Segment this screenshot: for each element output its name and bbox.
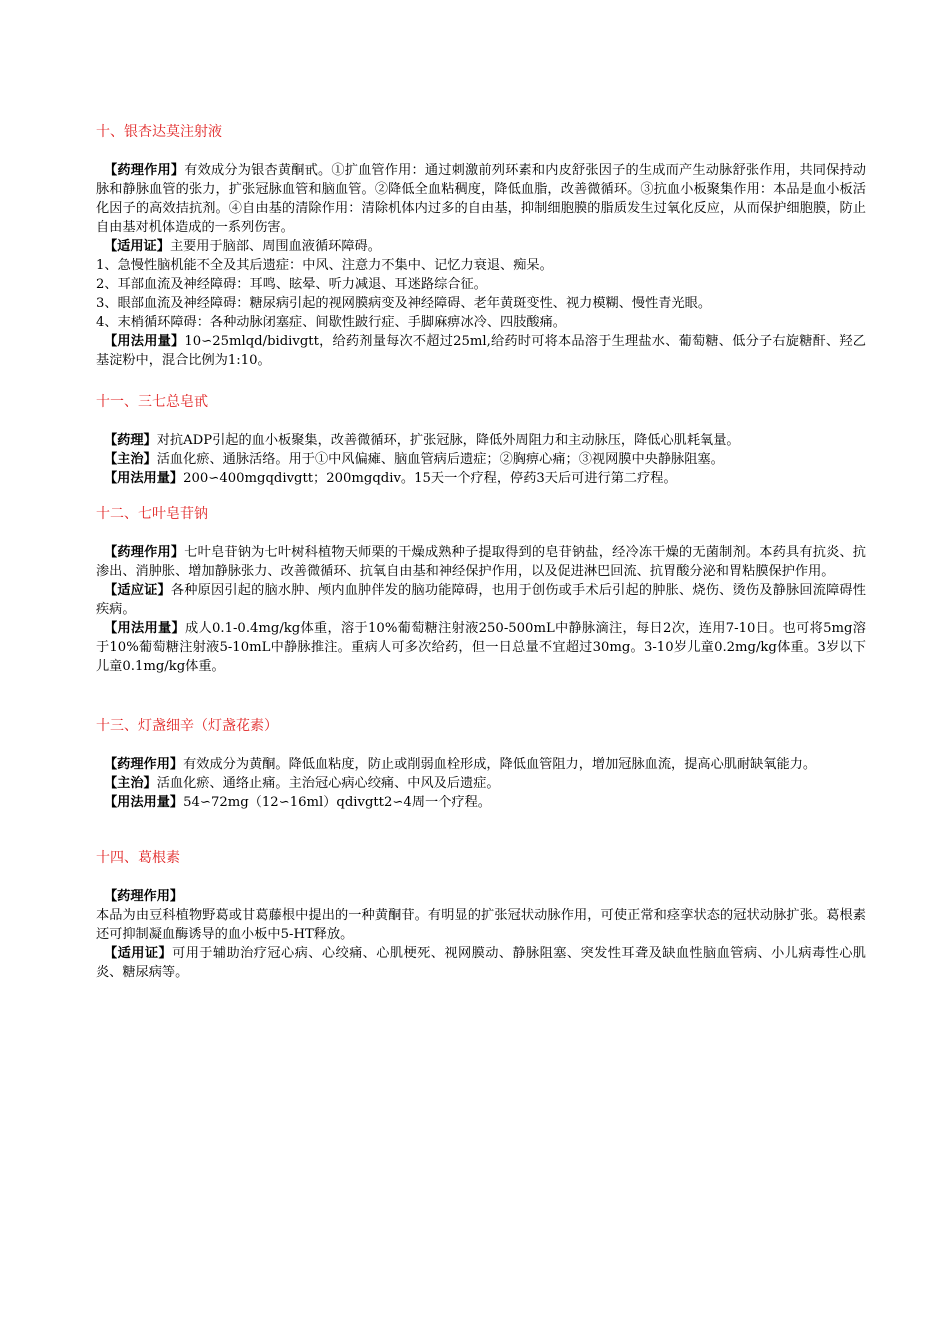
section-puerarin [96,849,866,982]
list-item: 4、末梢循环障碍：各种动脉闭塞症、间歇性跛行症、手脚麻痹冰冷、四肢酸痛。 [96,315,566,330]
paragraph: 【适用证】可用于辅助治疗冠心病、心绞痛、心肌梗死、视网膜动、静脉阻塞、突发性耳聋及缺血性脑血管病、小儿病毒性心肌炎、糖尿病等。 [96,946,866,980]
section-heading: 十一、三七总皂甙 [96,394,208,410]
paragraph: 【用法用量】成人0.1-0.4mg/kg体重，溶于10%葡萄糖注射液250-500mL中静脉滴注，每日2次，连用7-10日。也可将5mg溶于10%葡萄糖注射液5-10mL中静脉推注。重病人可多次给药，但一日总量不宜超过30mg。3-10岁儿童0.2mg/kg体重。3岁以下儿童0.1mg/kg体重。 [96,621,866,674]
paragraph: 【药理】对抗ADP引起的血小板聚集，改善微循环，扩张冠脉，降低外周阻力和主动脉压，降低心肌耗氧量。 [104,433,740,448]
paragraph: 【用法用量】54∽72mg（12∽16ml）qdivgtt2∽4周一个疗程。 [104,795,491,810]
paragraph: 【用法用量】10∽25mlqd/bidivgtt，给药剂量每次不超过25ml,给药时可将本品溶于生理盐水、葡萄糖、低分子右旋糖酐、羟乙基淀粉中，混合比例为1:10。 [96,334,866,368]
paragraph: 【药理作用】有效成分为银杏黄酮甙。①扩血管作用：通过刺激前列环素和内皮舒张因子的生成而产生动脉舒张作用，共同保持动脉和静脉血管的张力，扩张冠脉血管和脑血管。②降低全血粘稠度，降低血脂，改善微循环。③抗血小板聚集作用：本品是血小板活化因子的高效拮抗剂。④自由基的清除作用：清除机体内过多的自由基，抑制细胞膜的脂质发生过氧化反应，从而保护细胞膜，防止自由基对机体造成的一系列伤害。 [96,163,866,235]
list-item: 2、耳部血流及神经障碍：耳鸣、眩晕、听力减退、耳迷路综合征。 [96,277,487,292]
paragraph: 【药理作用】 [104,889,184,904]
section-heading: 十、银杏达莫注射液 [96,124,222,140]
section-heading: 十四、葛根素 [96,850,180,866]
section-heading: 十二、七叶皂苷钠 [96,506,208,522]
list-item: 3、眼部血流及神经障碍：糖尿病引起的视网膜病变及神经障碍、老年黄斑变性、视力模糊、慢性青光眼。 [96,296,712,311]
paragraph: 【主治】活血化瘀、通脉活络。用于①中风偏瘫、脑血管病后遗症；②胸痹心痛；③视网膜中央静脉阻塞。 [104,452,724,467]
paragraph: 【主治】活血化瘀、通络止痛。主治冠心病心绞痛、中风及后遗症。 [104,776,500,791]
paragraph: 【药理作用】七叶皂苷钠为七叶树科植物天师栗的干燥成熟种子提取得到的皂苷钠盐，经冷冻干燥的无菌制剂。本药具有抗炎、抗渗出、消肿胀、增加静脉张力、改善微循环、抗氧自由基和神经保护作用，以及促进淋巴回流、抗胃酸分泌和胃粘膜保护作用。 [96,545,866,579]
paragraph: 【用法用量】200∽400mgqdivgtt；200mgqdiv。15天一个疗程，停药3天后可进行第二疗程。 [104,471,677,486]
section-ginkgo-dipyridamole [96,123,866,370]
paragraph: 【适应证】各种原因引起的脑水肿、颅内血肿伴发的脑功能障碍，也用于创伤或手术后引起的肿胀、烧伤、烫伤及静脉回流障碍性疾病。 [96,583,866,617]
paragraph: 【适用证】主要用于脑部、周围血液循环障碍。 [104,239,381,254]
paragraph: 【药理作用】有效成分为黄酮。降低血粘度，防止或削弱血栓形成，降低血管阻力，增加冠脉血流，提高心肌耐缺氧能力。 [104,757,817,772]
list-item: 1、急慢性脑机能不全及其后遗症：中风、注意力不集中、记忆力衰退、痴呆。 [96,258,553,273]
section-heading: 十三、灯盏细辛（灯盏花素） [96,718,278,734]
section-sodium-aescinate [96,505,866,676]
paragraph: 本品为由豆科植物野葛或甘葛藤根中提出的一种黄酮苷。有明显的扩张冠状动脉作用，可使正常和痉挛状态的冠状动脉扩张。葛根素还可抑制凝血酶诱导的血小板中5-HT释放。 [96,908,866,942]
section-erigeron-breviscapus [96,717,866,812]
section-panax-notoginseng-saponins [96,393,866,488]
